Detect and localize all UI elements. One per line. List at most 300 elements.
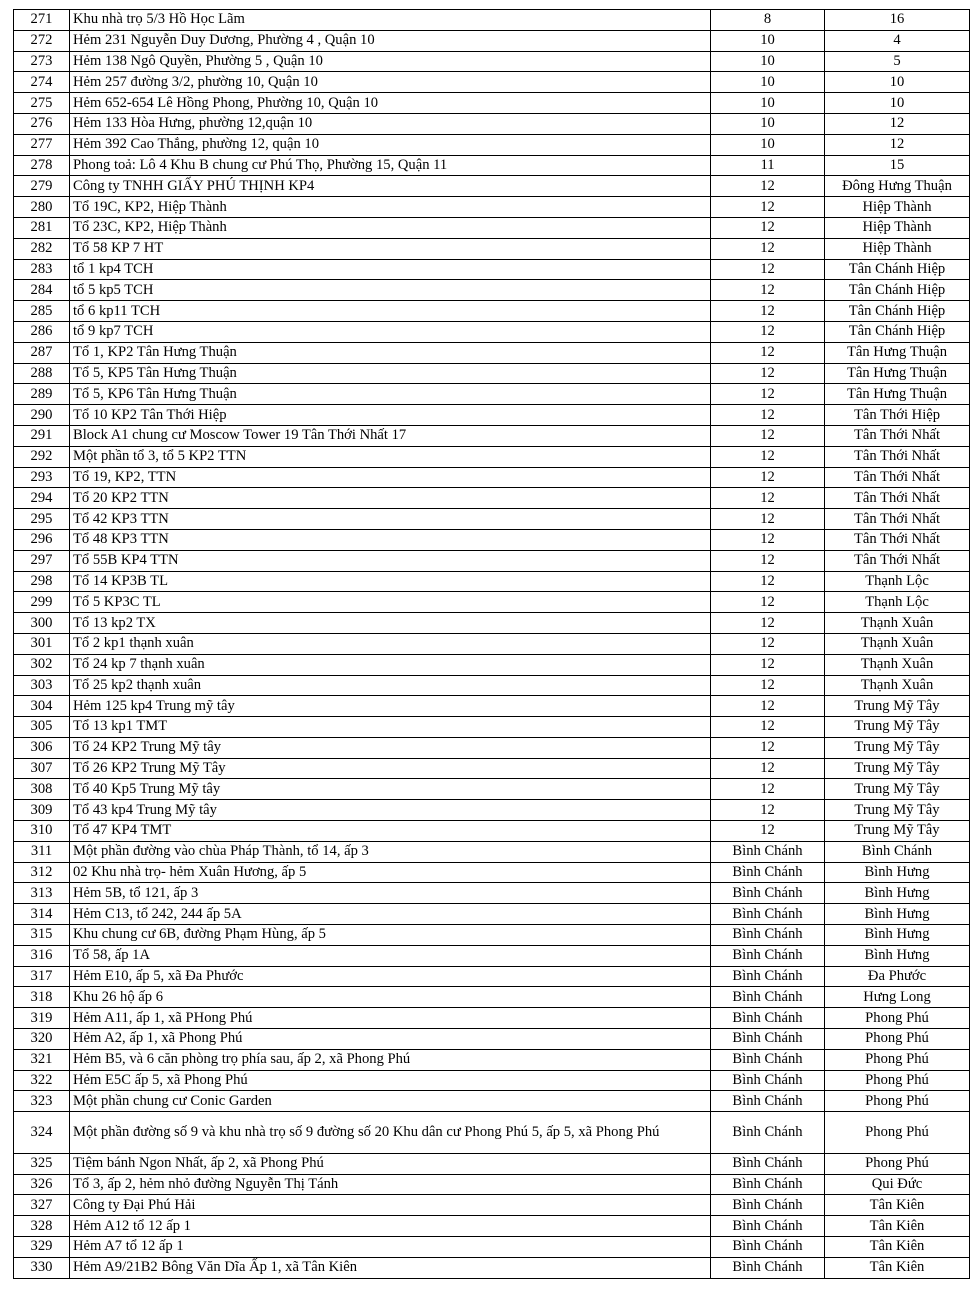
- row-number-cell: 281: [14, 217, 70, 238]
- row-number-cell: 271: [14, 10, 70, 31]
- ward-cell: Bình Hưng: [825, 883, 970, 904]
- district-cell: Bình Chánh: [711, 1174, 825, 1195]
- district-cell: Bình Chánh: [711, 841, 825, 862]
- table-row: [14, 176, 970, 197]
- ward-cell: Bình Hưng: [825, 862, 970, 883]
- row-number-cell: 304: [14, 696, 70, 717]
- row-number-cell: 303: [14, 675, 70, 696]
- table-row: [14, 113, 970, 134]
- location-cell: tổ 6 kp11 TCH: [70, 301, 711, 322]
- ward-cell: Bình Hưng: [825, 925, 970, 946]
- ward-cell: Trung Mỹ Tây: [825, 696, 970, 717]
- location-cell: Tổ 13 kp2 TX: [70, 613, 711, 634]
- table-row: [14, 509, 970, 530]
- district-cell: 12: [711, 446, 825, 467]
- row-number-cell: 290: [14, 405, 70, 426]
- row-number-cell: 328: [14, 1216, 70, 1237]
- ward-cell: 16: [825, 10, 970, 31]
- location-cell: Hẻm A2, ấp 1, xã Phong Phú: [70, 1029, 711, 1050]
- location-cell: Hẻm 652-654 Lê Hồng Phong, Phường 10, Quận 10: [70, 93, 711, 114]
- district-cell: 10: [711, 113, 825, 134]
- location-cell: 02 Khu nhà trọ- hẻm Xuân Hương, ấp 5: [70, 862, 711, 883]
- row-number-cell: 310: [14, 821, 70, 842]
- location-cell: Khu 26 hộ ấp 6: [70, 987, 711, 1008]
- row-number-cell: 307: [14, 758, 70, 779]
- row-number-cell: 314: [14, 904, 70, 925]
- location-cell: Một phần đường vào chùa Pháp Thành, tổ 14, ấp 3: [70, 841, 711, 862]
- row-number-cell: 308: [14, 779, 70, 800]
- ward-cell: Tân Kiên: [825, 1216, 970, 1237]
- ward-cell: Thạnh Lộc: [825, 571, 970, 592]
- row-number-cell: 315: [14, 925, 70, 946]
- district-cell: 12: [711, 342, 825, 363]
- table-row: [14, 1112, 970, 1154]
- table-row: [14, 342, 970, 363]
- location-cell: Hẻm A12 tổ 12 ấp 1: [70, 1216, 711, 1237]
- row-number-cell: 273: [14, 51, 70, 72]
- location-cell: tổ 1 kp4 TCH: [70, 259, 711, 280]
- row-number-cell: 288: [14, 363, 70, 384]
- location-cell: Một phần chung cư Conic Garden: [70, 1091, 711, 1112]
- table-row: [14, 758, 970, 779]
- row-number-cell: 306: [14, 737, 70, 758]
- row-number-cell: 302: [14, 654, 70, 675]
- location-cell: Tổ 58, ấp 1A: [70, 945, 711, 966]
- table-row: [14, 425, 970, 446]
- table-row: [14, 1237, 970, 1258]
- district-cell: Bình Chánh: [711, 1008, 825, 1029]
- district-cell: 10: [711, 51, 825, 72]
- table-row: [14, 301, 970, 322]
- district-cell: Bình Chánh: [711, 862, 825, 883]
- district-cell: 12: [711, 280, 825, 301]
- location-cell: Tổ 23C, KP2, Hiệp Thành: [70, 217, 711, 238]
- district-cell: Bình Chánh: [711, 1195, 825, 1216]
- district-cell: 12: [711, 675, 825, 696]
- row-number-cell: 324: [14, 1112, 70, 1154]
- row-number-cell: 305: [14, 717, 70, 738]
- ward-cell: Tân Thới Nhất: [825, 509, 970, 530]
- row-number-cell: 326: [14, 1174, 70, 1195]
- ward-cell: Phong Phú: [825, 1091, 970, 1112]
- location-cell: Hẻm E5C ấp 5, xã Phong Phú: [70, 1070, 711, 1091]
- table-row: [14, 446, 970, 467]
- row-number-cell: 292: [14, 446, 70, 467]
- row-number-cell: 272: [14, 30, 70, 51]
- row-number-cell: 317: [14, 966, 70, 987]
- ward-cell: Trung Mỹ Tây: [825, 717, 970, 738]
- location-cell: tổ 9 kp7 TCH: [70, 321, 711, 342]
- ward-cell: Phong Phú: [825, 1008, 970, 1029]
- table-row: [14, 1153, 970, 1174]
- ward-cell: Tân Hưng Thuận: [825, 363, 970, 384]
- ward-cell: Thạnh Xuân: [825, 675, 970, 696]
- table-row: [14, 654, 970, 675]
- district-cell: Bình Chánh: [711, 1112, 825, 1154]
- location-cell: Hẻm C13, tổ 242, 244 ấp 5A: [70, 904, 711, 925]
- table-row: [14, 1174, 970, 1195]
- table-row: [14, 238, 970, 259]
- district-cell: 12: [711, 737, 825, 758]
- ward-cell: Tân Kiên: [825, 1257, 970, 1278]
- ward-cell: 12: [825, 113, 970, 134]
- location-cell: Hẻm 138 Ngô Quyền, Phường 5 , Quận 10: [70, 51, 711, 72]
- row-number-cell: 329: [14, 1237, 70, 1258]
- ward-cell: Tân Hưng Thuận: [825, 342, 970, 363]
- ward-cell: Bình Chánh: [825, 841, 970, 862]
- district-cell: 10: [711, 30, 825, 51]
- location-cell: Tổ 10 KP2 Tân Thới Hiệp: [70, 405, 711, 426]
- district-cell: 12: [711, 613, 825, 634]
- district-cell: Bình Chánh: [711, 966, 825, 987]
- district-cell: 12: [711, 550, 825, 571]
- district-cell: 12: [711, 488, 825, 509]
- table-row: [14, 30, 970, 51]
- ward-cell: Tân Thới Nhất: [825, 425, 970, 446]
- location-cell: Hẻm 231 Nguyễn Duy Dương, Phường 4 , Quận 10: [70, 30, 711, 51]
- ward-cell: Trung Mỹ Tây: [825, 758, 970, 779]
- district-cell: Bình Chánh: [711, 1049, 825, 1070]
- ward-cell: Hiệp Thành: [825, 197, 970, 218]
- ward-cell: Phong Phú: [825, 1112, 970, 1154]
- row-number-cell: 289: [14, 384, 70, 405]
- table-row: [14, 592, 970, 613]
- row-number-cell: 330: [14, 1257, 70, 1278]
- table-row: [14, 259, 970, 280]
- ward-cell: Thạnh Xuân: [825, 613, 970, 634]
- table-row: [14, 1257, 970, 1278]
- row-number-cell: 277: [14, 134, 70, 155]
- table-row: [14, 696, 970, 717]
- location-cell: Tổ 25 kp2 thạnh xuân: [70, 675, 711, 696]
- ward-cell: 4: [825, 30, 970, 51]
- location-cell: tổ 5 kp5 TCH: [70, 280, 711, 301]
- ward-cell: Tân Hưng Thuận: [825, 384, 970, 405]
- district-cell: Bình Chánh: [711, 1091, 825, 1112]
- district-cell: 10: [711, 93, 825, 114]
- table-row: [14, 134, 970, 155]
- district-cell: Bình Chánh: [711, 1216, 825, 1237]
- table-row: [14, 675, 970, 696]
- row-number-cell: 322: [14, 1070, 70, 1091]
- district-cell: 12: [711, 321, 825, 342]
- ward-cell: Thạnh Xuân: [825, 633, 970, 654]
- ward-cell: Tân Thới Nhất: [825, 446, 970, 467]
- row-number-cell: 276: [14, 113, 70, 134]
- district-cell: 12: [711, 197, 825, 218]
- table-row: [14, 945, 970, 966]
- location-cell: Hẻm B5, và 6 căn phòng trọ phía sau, ấp 2, xã Phong Phú: [70, 1049, 711, 1070]
- ward-cell: Tân Chánh Hiệp: [825, 321, 970, 342]
- table-row: [14, 467, 970, 488]
- location-cell: Tổ 24 KP2 Trung Mỹ tây: [70, 737, 711, 758]
- table-body: [14, 10, 970, 1279]
- table-row: [14, 217, 970, 238]
- table-row: [14, 1195, 970, 1216]
- row-number-cell: 291: [14, 425, 70, 446]
- district-cell: Bình Chánh: [711, 1257, 825, 1278]
- district-cell: 12: [711, 176, 825, 197]
- ward-cell: Tân Thới Nhất: [825, 488, 970, 509]
- location-cell: Hẻm 125 kp4 Trung mỹ tây: [70, 696, 711, 717]
- district-cell: 10: [711, 72, 825, 93]
- district-cell: 12: [711, 425, 825, 446]
- row-number-cell: 282: [14, 238, 70, 259]
- ward-cell: Bình Hưng: [825, 945, 970, 966]
- ward-cell: Trung Mỹ Tây: [825, 779, 970, 800]
- table-row: [14, 1049, 970, 1070]
- table-row: [14, 550, 970, 571]
- district-cell: 12: [711, 217, 825, 238]
- district-cell: Bình Chánh: [711, 883, 825, 904]
- row-number-cell: 313: [14, 883, 70, 904]
- table-row: [14, 821, 970, 842]
- ward-cell: Hiệp Thành: [825, 238, 970, 259]
- location-cell: Một phần tổ 3, tổ 5 KP2 TTN: [70, 446, 711, 467]
- ward-cell: Tân Kiên: [825, 1195, 970, 1216]
- table-row: [14, 72, 970, 93]
- district-cell: 12: [711, 259, 825, 280]
- ward-cell: 12: [825, 134, 970, 155]
- ward-cell: 5: [825, 51, 970, 72]
- location-cell: Tổ 14 KP3B TL: [70, 571, 711, 592]
- row-number-cell: 293: [14, 467, 70, 488]
- location-cell: Tổ 43 kp4 Trung Mỹ tây: [70, 800, 711, 821]
- ward-cell: Hiệp Thành: [825, 217, 970, 238]
- ward-cell: Phong Phú: [825, 1070, 970, 1091]
- ward-cell: Tân Chánh Hiệp: [825, 280, 970, 301]
- table-row: [14, 1029, 970, 1050]
- ward-cell: 10: [825, 93, 970, 114]
- row-number-cell: 299: [14, 592, 70, 613]
- row-number-cell: 295: [14, 509, 70, 530]
- district-cell: 12: [711, 633, 825, 654]
- district-cell: 12: [711, 821, 825, 842]
- location-cell: Hẻm 392 Cao Thắng, phường 12, quận 10: [70, 134, 711, 155]
- table-row: [14, 280, 970, 301]
- ward-cell: 15: [825, 155, 970, 176]
- ward-cell: Đông Hưng Thuận: [825, 176, 970, 197]
- row-number-cell: 309: [14, 800, 70, 821]
- district-cell: 11: [711, 155, 825, 176]
- row-number-cell: 285: [14, 301, 70, 322]
- table-row: [14, 800, 970, 821]
- ward-cell: Tân Thới Nhất: [825, 529, 970, 550]
- location-cell: Tổ 42 KP3 TTN: [70, 509, 711, 530]
- table-row: [14, 363, 970, 384]
- table-row: [14, 321, 970, 342]
- table-row: [14, 405, 970, 426]
- location-cell: Tổ 19, KP2, TTN: [70, 467, 711, 488]
- location-cell: Tổ 24 kp 7 thạnh xuân: [70, 654, 711, 675]
- ward-cell: Tân Thới Nhất: [825, 467, 970, 488]
- table-row: [14, 987, 970, 1008]
- row-number-cell: 318: [14, 987, 70, 1008]
- district-cell: 12: [711, 779, 825, 800]
- location-cell: Khu chung cư 6B, đường Phạm Hùng, ấp 5: [70, 925, 711, 946]
- table-row: [14, 862, 970, 883]
- location-cell: Tổ 40 Kp5 Trung Mỹ tây: [70, 779, 711, 800]
- district-cell: 10: [711, 134, 825, 155]
- district-cell: 12: [711, 238, 825, 259]
- location-cell: Tổ 55B KP4 TTN: [70, 550, 711, 571]
- district-cell: 12: [711, 405, 825, 426]
- ward-cell: Hưng Long: [825, 987, 970, 1008]
- ward-cell: Trung Mỹ Tây: [825, 821, 970, 842]
- ward-cell: Thạnh Lộc: [825, 592, 970, 613]
- location-cell: Tổ 5, KP6 Tân Hưng Thuận: [70, 384, 711, 405]
- table-row: [14, 779, 970, 800]
- table-row: [14, 384, 970, 405]
- row-number-cell: 284: [14, 280, 70, 301]
- row-number-cell: 311: [14, 841, 70, 862]
- district-cell: 12: [711, 717, 825, 738]
- row-number-cell: 316: [14, 945, 70, 966]
- location-cell: Tổ 26 KP2 Trung Mỹ Tây: [70, 758, 711, 779]
- district-cell: 12: [711, 529, 825, 550]
- lockdown-locations-table: [13, 9, 970, 1279]
- table-row: [14, 1216, 970, 1237]
- table-row: [14, 51, 970, 72]
- ward-cell: Tân Thới Nhất: [825, 550, 970, 571]
- ward-cell: Tân Chánh Hiệp: [825, 301, 970, 322]
- district-cell: 12: [711, 654, 825, 675]
- district-cell: 12: [711, 800, 825, 821]
- table-row: [14, 1091, 970, 1112]
- table-row: [14, 737, 970, 758]
- district-cell: Bình Chánh: [711, 1237, 825, 1258]
- row-number-cell: 279: [14, 176, 70, 197]
- location-cell: Một phần đường số 9 và khu nhà trọ số 9 đường số 20 Khu dân cư Phong Phú 5, ấp 5, xã Phong Phú: [70, 1112, 711, 1154]
- location-cell: Tổ 20 KP2 TTN: [70, 488, 711, 509]
- location-cell: Hẻm 5B, tổ 121, ấp 3: [70, 883, 711, 904]
- ward-cell: Trung Mỹ Tây: [825, 800, 970, 821]
- location-cell: Tổ 19C, KP2, Hiệp Thành: [70, 197, 711, 218]
- table-row: [14, 904, 970, 925]
- district-cell: Bình Chánh: [711, 925, 825, 946]
- district-cell: 12: [711, 467, 825, 488]
- row-number-cell: 321: [14, 1049, 70, 1070]
- ward-cell: Qui Đức: [825, 1174, 970, 1195]
- district-cell: 12: [711, 592, 825, 613]
- row-number-cell: 301: [14, 633, 70, 654]
- district-cell: 12: [711, 571, 825, 592]
- row-number-cell: 286: [14, 321, 70, 342]
- row-number-cell: 287: [14, 342, 70, 363]
- row-number-cell: 319: [14, 1008, 70, 1029]
- table-row: [14, 717, 970, 738]
- district-cell: Bình Chánh: [711, 1070, 825, 1091]
- row-number-cell: 274: [14, 72, 70, 93]
- location-cell: Tổ 48 KP3 TTN: [70, 529, 711, 550]
- location-cell: Tổ 1, KP2 Tân Hưng Thuận: [70, 342, 711, 363]
- table-row: [14, 488, 970, 509]
- location-cell: Tổ 5, KP5 Tân Hưng Thuận: [70, 363, 711, 384]
- table-row: [14, 841, 970, 862]
- ward-cell: Trung Mỹ Tây: [825, 737, 970, 758]
- location-cell: Hẻm A9/21B2 Bông Văn Dĩa Ấp 1, xã Tân Kiên: [70, 1257, 711, 1278]
- table-row: [14, 633, 970, 654]
- table-row: [14, 197, 970, 218]
- ward-cell: Thạnh Xuân: [825, 654, 970, 675]
- ward-cell: 10: [825, 72, 970, 93]
- location-cell: Hẻm 257 đường 3/2, phường 10, Quận 10: [70, 72, 711, 93]
- location-cell: Phong toả: Lô 4 Khu B chung cư Phú Thọ, Phường 15, Quận 11: [70, 155, 711, 176]
- row-number-cell: 278: [14, 155, 70, 176]
- ward-cell: Phong Phú: [825, 1029, 970, 1050]
- row-number-cell: 297: [14, 550, 70, 571]
- ward-cell: Tân Kiên: [825, 1237, 970, 1258]
- district-cell: Bình Chánh: [711, 987, 825, 1008]
- ward-cell: Phong Phú: [825, 1049, 970, 1070]
- row-number-cell: 298: [14, 571, 70, 592]
- location-cell: Hẻm E10, ấp 5, xã Đa Phước: [70, 966, 711, 987]
- table-row: [14, 1070, 970, 1091]
- table-row: [14, 883, 970, 904]
- location-cell: Tiệm bánh Ngon Nhất, ấp 2, xã Phong Phú: [70, 1153, 711, 1174]
- row-number-cell: 312: [14, 862, 70, 883]
- ward-cell: Bình Hưng: [825, 904, 970, 925]
- table-row: [14, 10, 970, 31]
- row-number-cell: 325: [14, 1153, 70, 1174]
- table-row: [14, 155, 970, 176]
- ward-cell: Phong Phú: [825, 1153, 970, 1174]
- row-number-cell: 294: [14, 488, 70, 509]
- location-cell: Hẻm A11, ấp 1, xã PHong Phú: [70, 1008, 711, 1029]
- ward-cell: Tân Chánh Hiệp: [825, 259, 970, 280]
- row-number-cell: 283: [14, 259, 70, 280]
- district-cell: 12: [711, 509, 825, 530]
- location-cell: Hẻm A7 tổ 12 ấp 1: [70, 1237, 711, 1258]
- district-cell: 12: [711, 696, 825, 717]
- district-cell: 12: [711, 384, 825, 405]
- row-number-cell: 296: [14, 529, 70, 550]
- district-cell: Bình Chánh: [711, 1153, 825, 1174]
- location-cell: Công ty TNHH GIẤY PHÚ THỊNH KP4: [70, 176, 711, 197]
- row-number-cell: 320: [14, 1029, 70, 1050]
- table-row: [14, 571, 970, 592]
- row-number-cell: 280: [14, 197, 70, 218]
- row-number-cell: 323: [14, 1091, 70, 1112]
- location-cell: Tổ 58 KP 7 HT: [70, 238, 711, 259]
- district-cell: Bình Chánh: [711, 945, 825, 966]
- table-row: [14, 966, 970, 987]
- table-row: [14, 93, 970, 114]
- table-row: [14, 613, 970, 634]
- ward-cell: Đa Phước: [825, 966, 970, 987]
- row-number-cell: 327: [14, 1195, 70, 1216]
- district-cell: 12: [711, 758, 825, 779]
- location-cell: Tổ 2 kp1 thạnh xuân: [70, 633, 711, 654]
- table-row: [14, 925, 970, 946]
- location-cell: Tổ 13 kp1 TMT: [70, 717, 711, 738]
- location-cell: Tổ 47 KP4 TMT: [70, 821, 711, 842]
- location-cell: Công ty Đại Phú Hải: [70, 1195, 711, 1216]
- district-cell: 12: [711, 301, 825, 322]
- district-cell: 12: [711, 363, 825, 384]
- location-cell: Tổ 5 KP3C TL: [70, 592, 711, 613]
- table-row: [14, 1008, 970, 1029]
- location-cell: Khu nhà trọ 5/3 Hồ Học Lãm: [70, 10, 711, 31]
- row-number-cell: 275: [14, 93, 70, 114]
- district-cell: 8: [711, 10, 825, 31]
- table-row: [14, 529, 970, 550]
- row-number-cell: 300: [14, 613, 70, 634]
- location-cell: Block A1 chung cư Moscow Tower 19 Tân Thới Nhất 17: [70, 425, 711, 446]
- district-cell: Bình Chánh: [711, 1029, 825, 1050]
- location-cell: Tổ 3, ấp 2, hẻm nhỏ đường Nguyễn Thị Tánh: [70, 1174, 711, 1195]
- ward-cell: Tân Thới Hiệp: [825, 405, 970, 426]
